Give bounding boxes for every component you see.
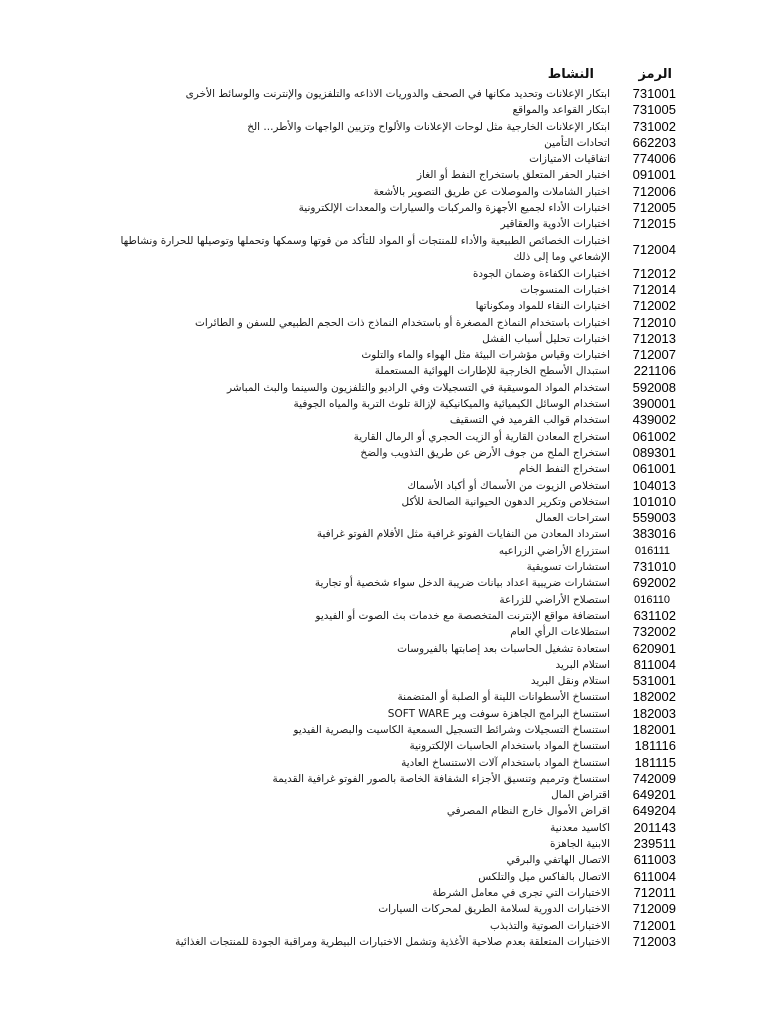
activity-code: 201143 <box>633 819 676 835</box>
activity-code: 182003 <box>632 705 676 721</box>
activity-code: 712003 <box>632 933 676 949</box>
table-row <box>120 771 676 787</box>
activity-code-table <box>120 62 676 950</box>
table-row <box>120 901 676 917</box>
activity-description: اختبارات باستخدام النماذج المصغرة أو باستخدام النماذج ذات الحجم الطبيعي للسفن و الطائرات <box>194 316 610 329</box>
activity-code: 182001 <box>632 721 676 737</box>
activity-description: الاختبارات الصوتية والتذبذب <box>489 919 610 932</box>
activity-description: استبدال الأسطح الخارجية للإطارات الهوائية المستعملة <box>374 365 610 378</box>
activity-code: 592008 <box>632 379 676 395</box>
table-row <box>120 526 676 542</box>
activity-description: استخراج المعادن القارية أو الزيت الحجري أو الرمال القارية <box>353 430 610 443</box>
activity-description: اختبار الشاملات والموصلات عن طريق التصوير بالأشعة <box>373 185 610 198</box>
activity-description: اختبارات وقياس مؤشرات البيئة مثل الهواء والماء والتلوث <box>361 349 610 362</box>
activity-code: 104013 <box>632 477 676 493</box>
activity-description: استلام ونقل البريد <box>530 675 610 688</box>
activity-description: استخدام الوسائل الكيميائية والميكانيكية لإزالة تلوث التربة والمياه الجوفية <box>293 398 610 411</box>
activity-code: 662203 <box>632 134 676 150</box>
table-row <box>120 216 676 232</box>
activity-description: اتحادات التأمين <box>544 136 610 149</box>
activity-code: 649201 <box>632 787 676 803</box>
table-row <box>120 934 676 950</box>
table-row <box>120 461 676 477</box>
table-row <box>120 559 676 575</box>
activity-code: 712009 <box>632 901 676 917</box>
table-row <box>120 266 676 282</box>
activity-description: استلام البريد <box>555 658 610 671</box>
activity-description: الاختبارات المتعلقة بعدم صلاحية الأغذية وتشمل الاختبارات البيطرية ومراقبة الجودة للمنتجات الغذائية <box>175 935 610 948</box>
activity-description: استنساخ المواد باستخدام آلات الاستنساخ العادية <box>401 756 610 769</box>
activity-code: 101010 <box>632 493 676 509</box>
activity-description: اقتراض المال <box>551 789 610 802</box>
table-row <box>120 624 676 640</box>
activity-code: 611004 <box>633 868 676 884</box>
activity-code: 239511 <box>633 836 676 852</box>
activity-description: اكاسيد معدنية <box>550 821 610 834</box>
activity-code: 774006 <box>632 151 676 167</box>
table-row <box>120 836 676 852</box>
activity-description: اقراض الأموال خارج النظام المصرفي <box>446 805 610 818</box>
activity-description: اختبارات النقاء للمواد ومكوناتها <box>475 300 610 313</box>
header-activity: النشاط <box>547 66 594 82</box>
table-row <box>120 706 676 722</box>
activity-code: 712011 <box>633 884 676 900</box>
activity-code: 732002 <box>632 624 676 640</box>
activity-description: استنساخ البرامج الجاهزة سوفت وير SOFT WARE <box>387 707 610 720</box>
table-row <box>120 363 676 379</box>
table-row <box>120 722 676 738</box>
table-header <box>120 62 676 86</box>
activity-code: 712012 <box>632 265 676 281</box>
table-row <box>120 885 676 901</box>
table-row <box>120 380 676 396</box>
activity-code: 712010 <box>632 314 676 330</box>
activity-description: استطلاعات الرأي العام <box>510 626 610 639</box>
table-row <box>120 478 676 494</box>
activity-code: 221106 <box>633 363 676 379</box>
activity-description: استزراع الأراضي الزراعيه <box>498 544 610 557</box>
activity-code: 712013 <box>632 330 676 346</box>
table-row <box>120 102 676 118</box>
activity-description: اتفاقيات الامتيازات <box>529 153 610 166</box>
activity-code: 091001 <box>632 167 676 183</box>
activity-description: اختبارات الأداء لجميع الأجهزة والمركبات والسيارات والمعدات الإلكترونية <box>298 202 610 215</box>
table-row <box>120 151 676 167</box>
activity-description: استصلاح الأراضي للزراعة <box>499 593 610 606</box>
table-row <box>120 167 676 183</box>
table-row <box>120 787 676 803</box>
table-row <box>120 396 676 412</box>
table-row <box>120 429 676 445</box>
activity-description: استخلاص وتكرير الدهون الحيوانية الصالحة للأكل <box>401 495 610 508</box>
table-row <box>120 510 676 526</box>
activity-description: استخدام المواد الموسيقية في التسجيلات وفي الراديو والتلفزيون والسينما والبث المباشر <box>226 381 610 394</box>
activity-description: اختبار الحفر المتعلق باستخراج النفط أو الغاز <box>416 169 610 182</box>
table-row <box>120 575 676 591</box>
table-row <box>120 282 676 298</box>
activity-code: 712005 <box>632 200 676 216</box>
table-row <box>120 543 676 559</box>
activity-code: 182002 <box>632 689 676 705</box>
table-row <box>120 494 676 510</box>
activity-description: اختبارات الأدوية والعقاقير <box>500 218 610 231</box>
activity-code: 712004 <box>632 241 676 257</box>
table-body <box>120 86 676 950</box>
activity-code: 089301 <box>632 444 676 460</box>
table-row <box>120 803 676 819</box>
activity-description: ابتكار الإعلانات وتحديد مكانها في الصحف والدوريات الاذاعه والتلفزيون والإنترنت والوسائط الأخرى <box>185 88 610 100</box>
activity-code: 016111 <box>634 544 670 557</box>
table-row <box>120 184 676 200</box>
table-row <box>120 657 676 673</box>
activity-code: 061002 <box>632 428 676 444</box>
header-code: الرمز <box>638 66 672 82</box>
activity-description: استخراج النفط الخام <box>519 463 610 476</box>
activity-code: 439002 <box>632 412 676 428</box>
table-row <box>120 347 676 363</box>
table-row <box>120 298 676 314</box>
activity-description: اختبارات الخصائص الطبيعية والأداء للمنتجات أو المواد للتأكد من قوتها وسمكها وتحملها وتوصيلها للحرارة ونشاطها الإشعاعي وما إلى ذلك <box>120 234 610 263</box>
activity-description: الاختبارات التي تجرى في معامل الشرطة <box>432 886 610 899</box>
table-row <box>120 689 676 705</box>
table-row <box>120 233 676 266</box>
activity-code: 731005 <box>632 102 676 118</box>
activity-code: 181116 <box>634 738 676 754</box>
activity-description: استخلاص الزيوت من الأسماك أو أكباد الأسماك <box>407 479 610 492</box>
table-row <box>120 608 676 624</box>
activity-description: استنساخ وترميم وتنسيق الأجزاء الشفافة الخاصة بالصور الفوتو غرافية القديمة <box>272 772 610 785</box>
table-row <box>120 119 676 135</box>
activity-code: 692002 <box>632 575 676 591</box>
activity-code: 731001 <box>632 86 676 101</box>
activity-description: الاتصال الهاتفي والبرقي <box>506 854 610 867</box>
activity-code: 061001 <box>632 461 676 477</box>
activity-description: استنساخ التسجيلات وشرائط التسجيل السمعية الكاسيت والبصرية الفيديو <box>293 723 610 736</box>
activity-code: 731010 <box>632 559 676 575</box>
table-row <box>120 852 676 868</box>
table-row <box>120 135 676 151</box>
activity-description: استشارات تسويقية <box>526 561 610 574</box>
activity-code: 649204 <box>632 803 676 819</box>
activity-description: استضافة مواقع الإنترنت المتخصصة مع خدمات بث الصوت أو الفيديو <box>315 609 610 622</box>
activity-code: 611003 <box>633 852 676 868</box>
activity-description: استراحات العمال <box>535 512 610 525</box>
activity-code: 712002 <box>632 298 676 314</box>
activity-code: 383016 <box>632 526 676 542</box>
activity-code: 742009 <box>632 770 676 786</box>
table-row <box>120 412 676 428</box>
activity-description: استنساخ المواد باستخدام الحاسبات الإلكترونية <box>409 740 610 753</box>
table-row <box>120 315 676 331</box>
activity-description: استعادة تشغيل الحاسبات بعد إصابتها بالفيروسات <box>397 642 610 655</box>
table-row <box>120 820 676 836</box>
activity-description: اختبارات تحليل أسباب الفشل <box>482 332 610 345</box>
table-row <box>120 641 676 657</box>
activity-code: 620901 <box>632 640 676 656</box>
table-row <box>120 331 676 347</box>
activity-code: 531001 <box>632 673 676 689</box>
activity-code: 712015 <box>632 216 676 232</box>
table-row <box>120 738 676 754</box>
activity-code: 016110 <box>634 593 670 606</box>
activity-code: 731002 <box>632 118 676 134</box>
table-row <box>120 869 676 885</box>
activity-code: 712007 <box>632 347 676 363</box>
table-row <box>120 445 676 461</box>
activity-description: الاختبارات الدورية لسلامة الطريق لمحركات السيارات <box>378 903 610 916</box>
activity-code: 181115 <box>634 754 676 770</box>
activity-description: الاتصال بالفاكس ميل والتلكس <box>478 870 610 883</box>
table-row <box>120 592 676 608</box>
table-row <box>120 755 676 771</box>
activity-description: اختبارات المنسوجات <box>520 283 610 296</box>
activity-description: استرداد المعادن من النفايات الفوتو غرافية مثل الأفلام الفوتو غرافية <box>316 528 610 541</box>
activity-code: 712014 <box>632 281 676 297</box>
activity-code: 811004 <box>633 656 676 672</box>
activity-code: 631102 <box>633 607 676 623</box>
activity-description: ابتكار الإعلانات الخارجية مثل لوحات الإعلانات والألواح وتزيين الواجهات والأطر... الخ <box>247 120 610 133</box>
activity-description: استخدام قوالب القرميد في التسقيف <box>449 414 610 427</box>
activity-description: ابتكار القواعد والمواقع <box>512 104 610 117</box>
activity-description: الابنية الجاهزة <box>549 838 610 851</box>
table-row <box>120 673 676 689</box>
activity-description: استنساخ الأسطوانات اللينة أو الصلبة أو المتضمنة <box>397 691 610 704</box>
activity-description: استشارات ضريبية اعداد بيانات ضريبة الدخل سواء شخصية أو تجارية <box>314 577 610 590</box>
activity-code: 712001 <box>632 917 676 933</box>
table-row <box>120 918 676 934</box>
activity-code: 712006 <box>632 183 676 199</box>
activity-code: 559003 <box>632 510 676 526</box>
activity-description: استخراج الملح من جوف الأرض عن طريق التذويب والضخ <box>360 446 610 459</box>
activity-description: اختبارات الكفاءة وضمان الجودة <box>472 267 610 280</box>
table-row <box>120 200 676 216</box>
activity-code: 390001 <box>632 396 676 412</box>
table-row <box>120 86 676 102</box>
